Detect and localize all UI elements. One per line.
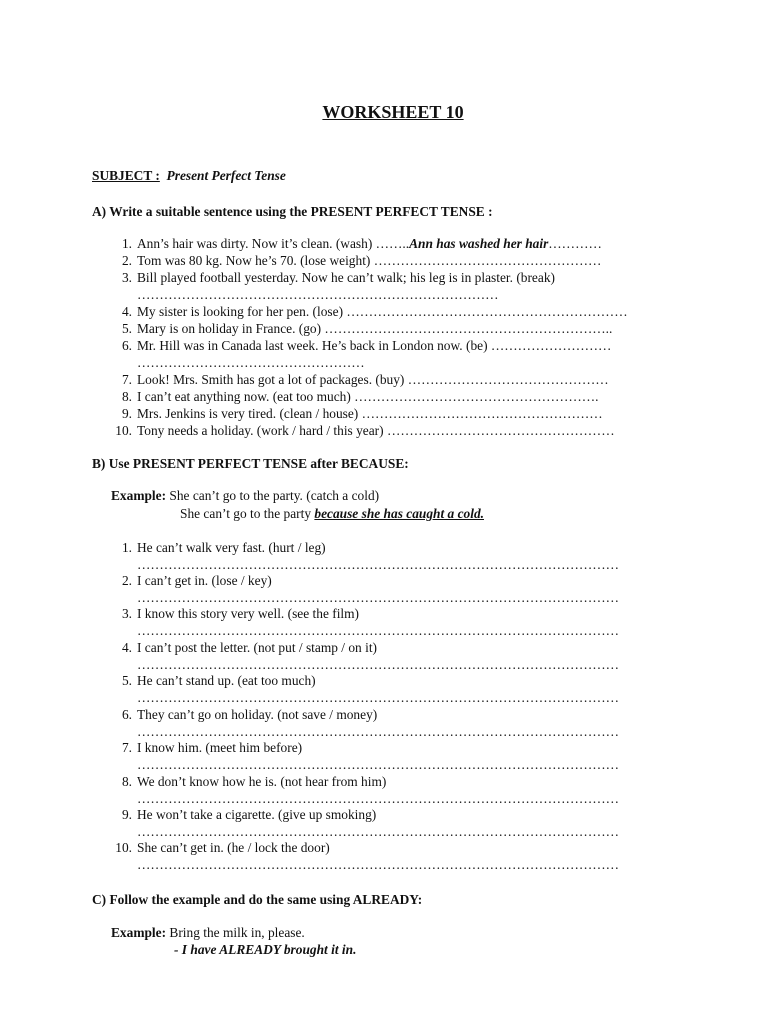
section-a-item <box>0 372 768 389</box>
item-number: 6. <box>121 338 132 353</box>
item-number: 5. <box>121 673 132 688</box>
answer-line[interactable] <box>0 657 768 674</box>
item-text: Mrs. Jenkins is very tired. (clean / house) ……………………………………………… <box>137 406 603 421</box>
item-text: Tom was 80 kg. Now he’s 70. (lose weight) …………………………………………… <box>137 253 602 268</box>
item-text: My sister is looking for her pen. (lose) ……………………………………………………… <box>137 304 628 319</box>
item-text: Mary is on holiday in France. (go) ……………………………………………………….. <box>137 321 613 336</box>
answer-line[interactable] <box>0 724 768 741</box>
answer-line[interactable] <box>0 690 768 707</box>
example-label: Example: <box>111 925 167 940</box>
section-b-item <box>0 606 768 623</box>
item-number: 7. <box>121 372 132 387</box>
example-question: She can’t go to the party. (catch a cold) <box>169 488 380 503</box>
item-number: 1. <box>121 540 132 555</box>
item-text: I can’t eat anything now. (eat too much) ………………………………………………. <box>137 389 599 404</box>
item-number: 8. <box>121 774 132 789</box>
section-a-heading: A) Write a suitable sentence using the PRESENT PERFECT TENSE : <box>92 204 493 219</box>
item-number: 10. <box>115 423 132 438</box>
example-answer: Ann has washed her hair <box>409 236 549 251</box>
item-number: 9. <box>121 807 132 822</box>
answer-dots[interactable]: …………………………………………… <box>137 355 365 370</box>
section-a-item <box>0 338 768 355</box>
section-b-item <box>0 840 768 857</box>
item-text: Mr. Hill was in Canada last week. He’s back in London now. (be) ……………………… <box>137 338 612 353</box>
example-answer: because she has caught a cold. <box>314 506 484 521</box>
item-number: 4. <box>121 640 132 655</box>
answer-dots[interactable]: ……………………………………………………………………………………………… <box>137 857 620 872</box>
item-text: He won’t take a cigarette. (give up smoking) <box>137 807 377 822</box>
item-number: 6. <box>121 707 132 722</box>
answer-dots[interactable]: ……………………………………………………………………………………………… <box>137 690 620 705</box>
section-b-item <box>0 774 768 791</box>
section-c-heading: C) Follow the example and do the same using ALREADY: <box>92 892 423 907</box>
answer-dots[interactable]: ……………………………………………………………………………………………… <box>137 623 620 638</box>
item-text: He can’t walk very fast. (hurt / leg) <box>137 540 326 555</box>
item-text: I know him. (meet him before) <box>137 740 303 755</box>
item-text: They can’t go on holiday. (not save / money) <box>137 707 378 722</box>
section-a-item <box>0 406 768 423</box>
section-b-example-answer: She can’t go to the party because she has caught a cold. <box>180 506 484 521</box>
item-number: 9. <box>121 406 132 421</box>
answer-dots[interactable]: ……………………………………………………………………………………………… <box>137 791 620 806</box>
item-number: 8. <box>121 389 132 404</box>
item-text: Look! Mrs. Smith has got a lot of packages. (buy) ……………………………………… <box>137 372 609 387</box>
section-c-example <box>111 925 305 941</box>
page-title: WORKSHEET 10 <box>322 102 464 122</box>
section-b-item <box>0 540 768 557</box>
answer-dots[interactable]: ……………………………………………………………………………………………… <box>137 590 620 605</box>
answer-dots[interactable]: ……………………………………………………………………………………………… <box>137 757 620 772</box>
section-a-item <box>0 304 768 321</box>
item-number: 10. <box>115 840 132 855</box>
section-c-example-answer: - I have ALREADY brought it in. <box>174 942 357 957</box>
example-question: Bring the milk in, please. <box>169 925 305 940</box>
section-b-heading: B) Use PRESENT PERFECT TENSE after BECAUSE: <box>92 456 409 471</box>
subject-value: Present Perfect Tense <box>166 168 286 183</box>
item-text: We don’t know how he is. (not hear from him) <box>137 774 387 789</box>
item-number: 4. <box>121 304 132 319</box>
answer-line[interactable] <box>0 791 768 808</box>
answer-line[interactable] <box>0 857 768 874</box>
answer-dots[interactable]: ……………………………………………………………………………………………… <box>137 824 620 839</box>
answer-dots[interactable]: ……………………………………………………………………………………………… <box>137 557 620 572</box>
item-text: Bill played football yesterday. Now he can’t walk; his leg is in plaster. (break) <box>137 270 555 285</box>
item-text: I can’t get in. (lose / key) <box>137 573 272 588</box>
item-number: 2. <box>121 253 132 268</box>
answer-dots[interactable]: ……………………………………………………………………… <box>137 287 499 302</box>
example-label: Example: <box>111 488 167 503</box>
item-text: I know this story very well. (see the film) <box>137 606 360 621</box>
subject-label: SUBJECT : <box>92 168 160 183</box>
section-a-item <box>0 270 768 287</box>
item-number: 2. <box>121 573 132 588</box>
section-b-item <box>0 807 768 824</box>
item-text: She can’t get in. (he / lock the door) <box>137 840 330 855</box>
item-number: 5. <box>121 321 132 336</box>
answer-line[interactable] <box>0 287 768 304</box>
section-a-item <box>0 253 768 270</box>
subject-line <box>92 168 286 184</box>
item-text: Ann’s hair was dirty. Now it’s clean. (wash) ……..Ann has washed her hair………… <box>137 236 602 251</box>
answer-line[interactable] <box>0 757 768 774</box>
section-b-example <box>111 488 379 504</box>
answer-line[interactable] <box>0 557 768 574</box>
section-a-item <box>0 236 768 253</box>
answer-dots[interactable]: ……………………………………………………………………………………………… <box>137 724 620 739</box>
item-number: 3. <box>121 270 132 285</box>
answer-line[interactable] <box>0 623 768 640</box>
section-b-item <box>0 573 768 590</box>
item-text: I can’t post the letter. (not put / stamp / on it) <box>137 640 377 655</box>
section-b-item <box>0 673 768 690</box>
item-number: 1. <box>121 236 132 251</box>
section-b-item <box>0 640 768 657</box>
item-text: He can’t stand up. (eat too much) <box>137 673 316 688</box>
section-b-item <box>0 740 768 757</box>
item-number: 7. <box>121 740 132 755</box>
section-a-item <box>0 389 768 406</box>
answer-line[interactable] <box>0 824 768 841</box>
answer-line[interactable] <box>0 590 768 607</box>
section-a-item <box>0 321 768 338</box>
section-b-item <box>0 707 768 724</box>
section-a-item <box>0 423 768 440</box>
answer-line[interactable] <box>0 355 768 372</box>
item-text: Tony needs a holiday. (work / hard / this year) …………………………………………… <box>137 423 615 438</box>
answer-dots[interactable]: ……………………………………………………………………………………………… <box>137 657 620 672</box>
item-number: 3. <box>121 606 132 621</box>
